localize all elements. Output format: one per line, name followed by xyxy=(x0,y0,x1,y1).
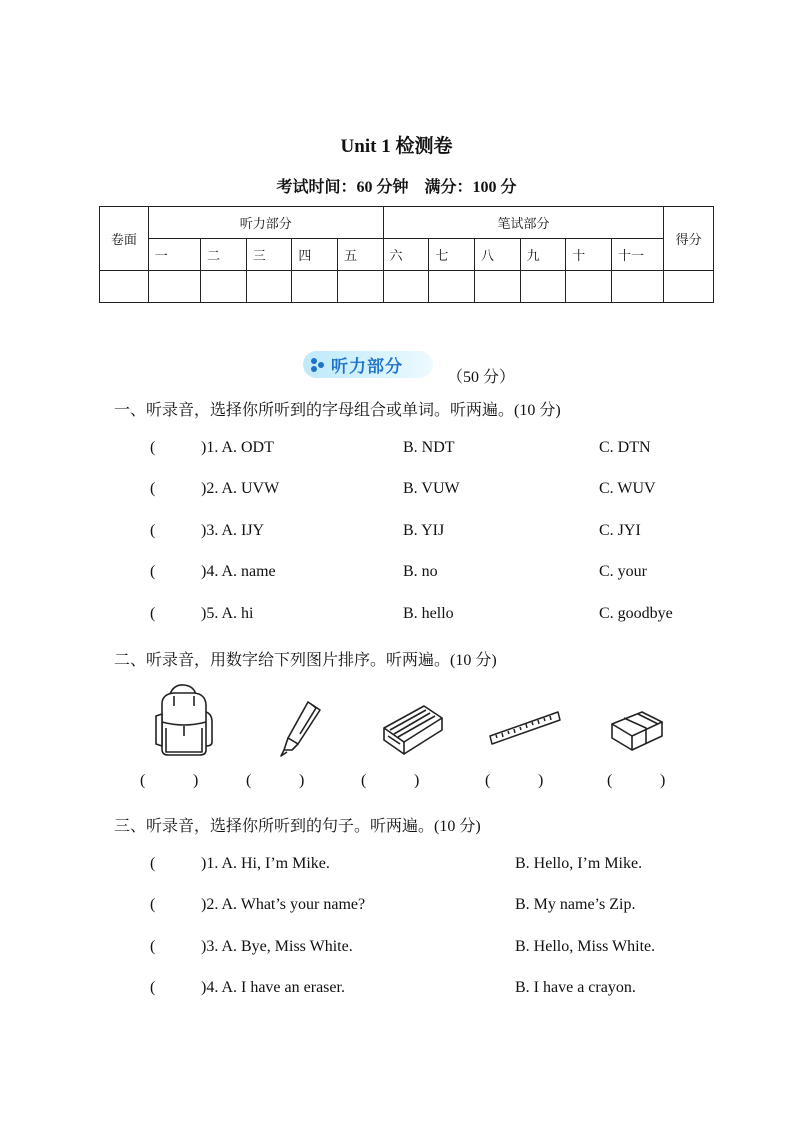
answer-paren[interactable]: ( xyxy=(150,439,156,456)
answer-paren[interactable]: ( xyxy=(150,855,156,872)
score-cell[interactable] xyxy=(664,271,714,303)
option-b: B. no xyxy=(403,563,438,580)
answer-paren-open[interactable]: ( xyxy=(361,772,367,789)
question-1-prompt: 一、听录音，选择你所听到的字母组合或单词。听两遍。(10 分) xyxy=(114,402,561,419)
score-cell[interactable] xyxy=(566,271,612,303)
section-points: （50 分） xyxy=(447,369,516,386)
option-a: )4. A. name xyxy=(201,563,276,580)
col-number: 九 xyxy=(520,239,566,271)
answer-paren[interactable]: ( xyxy=(150,938,156,955)
backpack-icon xyxy=(150,682,214,758)
section-title: 听力部分 xyxy=(331,357,403,377)
option-a: )2. A. UVW xyxy=(201,480,280,497)
answer-paren-open[interactable]: ( xyxy=(246,772,252,789)
answer-paren[interactable]: ( xyxy=(150,605,156,622)
question-3-prompt: 三、听录音，选择你所听到的句子。听两遍。(10 分) xyxy=(114,818,481,835)
option-a: )3. A. IJY xyxy=(201,522,265,539)
option-a: )2. A. What’s your name? xyxy=(201,896,366,913)
option-b: B. I have a crayon. xyxy=(515,979,636,996)
answer-paren-close: ) xyxy=(660,772,666,789)
answer-paren-close: ) xyxy=(193,772,199,789)
option-a: )4. A. I have an eraser. xyxy=(201,979,345,996)
option-c: C. DTN xyxy=(599,439,651,456)
paper-label: 卷面 xyxy=(100,207,149,271)
answer-paren-open[interactable]: ( xyxy=(607,772,613,789)
col-number: 二 xyxy=(201,239,247,271)
col-number: 七 xyxy=(429,239,475,271)
answer-paren-close: ) xyxy=(538,772,544,789)
col-number: 五 xyxy=(338,239,384,271)
exam-info: 考试时间：60 分钟 满分：100 分 xyxy=(276,179,517,196)
col-number: 十 xyxy=(566,239,612,271)
page-title: Unit 1 检测卷 xyxy=(340,136,453,157)
answer-paren-close: ) xyxy=(414,772,420,789)
question-2-prompt: 二、听录音，用数字给下列图片排序。听两遍。(10 分) xyxy=(114,652,497,669)
option-b: B. NDT xyxy=(403,439,455,456)
pen-icon xyxy=(278,698,326,760)
pencil-box-icon xyxy=(380,700,446,756)
option-a: )3. A. Bye, Miss White. xyxy=(201,938,353,955)
answer-paren-open[interactable]: ( xyxy=(485,772,491,789)
col-number: 十一 xyxy=(611,239,663,271)
listening-header: 听力部分 xyxy=(148,207,383,239)
writing-header: 笔试部分 xyxy=(383,207,664,239)
score-cell[interactable] xyxy=(520,271,566,303)
score-cell[interactable] xyxy=(474,271,520,303)
answer-paren[interactable]: ( xyxy=(150,522,156,539)
col-number: 八 xyxy=(474,239,520,271)
option-c: C. JYI xyxy=(599,522,641,539)
option-a: )1. A. ODT xyxy=(201,439,274,456)
score-cell[interactable] xyxy=(383,271,429,303)
answer-paren[interactable]: ( xyxy=(150,896,156,913)
answer-paren-open[interactable]: ( xyxy=(140,772,146,789)
answer-paren[interactable]: ( xyxy=(150,563,156,580)
score-cell[interactable] xyxy=(611,271,663,303)
option-a: )5. A. hi xyxy=(201,605,254,622)
ruler-icon xyxy=(488,706,562,748)
score-cell[interactable] xyxy=(292,271,338,303)
eraser-icon xyxy=(608,702,666,752)
col-number: 四 xyxy=(292,239,338,271)
col-number: 三 xyxy=(246,239,292,271)
option-b: B. VUW xyxy=(403,480,460,497)
score-cell[interactable] xyxy=(429,271,475,303)
option-b: B. YIJ xyxy=(403,522,445,539)
option-c: C. your xyxy=(599,563,647,580)
option-b: B. My name’s Zip. xyxy=(515,896,636,913)
option-c: C. goodbye xyxy=(599,605,673,622)
score-table xyxy=(99,206,714,303)
option-b: B. Hello, I’m Mike. xyxy=(515,855,643,872)
option-c: C. WUV xyxy=(599,480,656,497)
option-b: B. Hello, Miss White. xyxy=(515,938,656,955)
score-cell[interactable] xyxy=(246,271,292,303)
answer-paren[interactable]: ( xyxy=(150,979,156,996)
col-number: 一 xyxy=(148,239,200,271)
answer-paren-close: ) xyxy=(299,772,305,789)
score-cell[interactable] xyxy=(148,271,200,303)
answer-paren[interactable]: ( xyxy=(150,480,156,497)
score-cell[interactable] xyxy=(201,271,247,303)
col-number: 六 xyxy=(383,239,429,271)
score-cell[interactable] xyxy=(338,271,384,303)
section-badge xyxy=(303,351,433,378)
dots-icon xyxy=(309,357,325,373)
score-label: 得分 xyxy=(664,207,714,271)
score-cell[interactable] xyxy=(100,271,149,303)
option-a: )1. A. Hi, I’m Mike. xyxy=(201,855,330,872)
option-b: B. hello xyxy=(403,605,454,622)
